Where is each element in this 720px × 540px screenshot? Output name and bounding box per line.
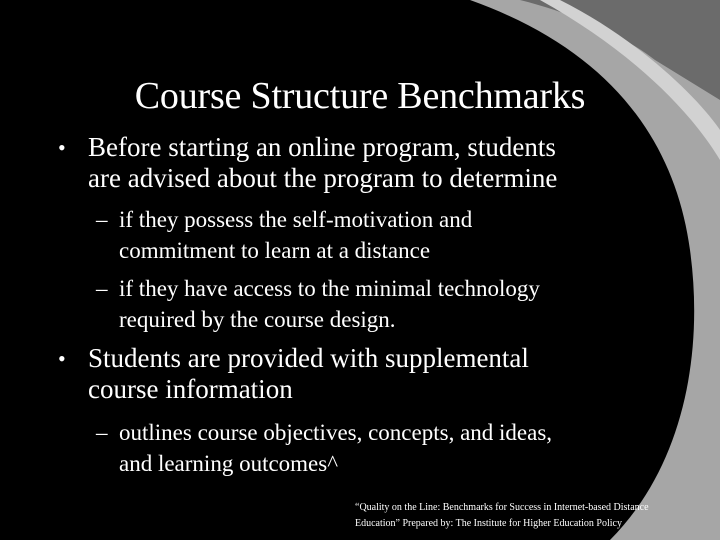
sub-bullet-item (96, 204, 706, 266)
bullet-item (58, 132, 698, 194)
bullet-icon: • (58, 346, 66, 371)
sub-bullet-text-line: and learning outcomes^ (119, 451, 339, 476)
bullet-icon: • (58, 135, 66, 160)
sub-bullet-text-line: if they possess the self-motivation and (119, 207, 473, 232)
sub-bullet-item (96, 273, 706, 335)
bullet-text-line: Students are provided with supplemental (88, 343, 529, 373)
dash-icon: – (96, 420, 108, 445)
dash-icon: – (96, 276, 108, 301)
sub-bullet-text-line: commitment to learn at a distance (119, 238, 431, 263)
sub-bullet-item (96, 417, 706, 479)
sub-bullet-text-line: required by the course design. (119, 307, 396, 332)
source-citation (355, 500, 715, 532)
slide-title: Course Structure Benchmarks (134, 75, 586, 117)
dash-icon: – (96, 207, 108, 232)
bullet-text-line: course information (88, 374, 293, 404)
bullet-text-line: are advised about the program to determine (88, 163, 558, 193)
bullet-text-line: Before starting an online program, students (88, 132, 556, 162)
citation-line: Education” Prepared by: The Institute for Higher Education Policy (355, 518, 622, 529)
sub-bullet-text-line: if they have access to the minimal technology (119, 276, 540, 301)
citation-line: “Quality on the Line: Benchmarks for Success in Internet-based Distance (355, 502, 649, 513)
bullet-item (58, 343, 698, 405)
sub-bullet-text-line: outlines course objectives, concepts, and ideas, (119, 420, 553, 445)
